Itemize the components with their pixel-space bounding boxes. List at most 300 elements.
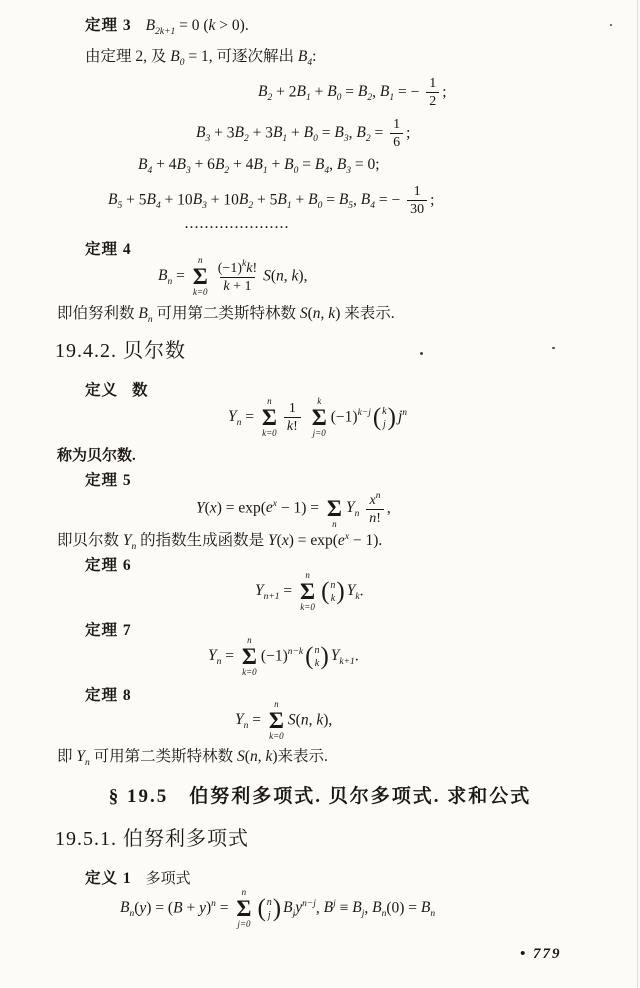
theorem8-note bbox=[57, 747, 328, 770]
math-subscript: 3 bbox=[343, 134, 349, 145]
math-binomial bbox=[373, 405, 396, 431]
math-sub-group bbox=[235, 711, 249, 732]
math-var: B bbox=[192, 191, 203, 209]
fraction-numerator bbox=[411, 184, 424, 200]
math-text: ! bbox=[293, 419, 298, 435]
theorem8-label: 定理 8 bbox=[85, 687, 132, 704]
math-text: ! bbox=[252, 261, 258, 277]
math-text: ) 来表示. bbox=[335, 305, 395, 322]
fraction-denominator bbox=[284, 417, 301, 434]
math-sub-group bbox=[145, 17, 176, 37]
math-subscript: n bbox=[236, 418, 242, 429]
math-var: S bbox=[237, 748, 245, 765]
math-sub-group bbox=[338, 191, 354, 212]
math-text bbox=[304, 408, 308, 425]
math-text: = bbox=[370, 124, 388, 142]
math-sub-group bbox=[76, 748, 90, 768]
binomial-stack bbox=[382, 405, 386, 431]
math-text: = 0 ( bbox=[175, 17, 209, 34]
binomial-bottom: j bbox=[383, 418, 386, 430]
definition1-label-line bbox=[85, 869, 191, 889]
math-text: = 0; bbox=[351, 156, 380, 173]
bernoulli-eq-2 bbox=[196, 117, 410, 151]
theorem8-formula bbox=[235, 700, 332, 742]
math-text: , bbox=[283, 267, 292, 285]
math-sup-group bbox=[288, 647, 303, 664]
math-subscript: 1 bbox=[282, 134, 288, 145]
math-sub-group bbox=[258, 83, 273, 104]
math-subscript: 0 bbox=[317, 201, 323, 212]
sigma-symbol: Σ bbox=[261, 405, 277, 430]
binomial-top: n bbox=[314, 644, 320, 656]
theorem5-note bbox=[57, 531, 382, 554]
math-text: ( bbox=[307, 305, 313, 322]
math-subscript: k bbox=[355, 592, 360, 603]
math-text: , bbox=[315, 899, 324, 917]
fraction-denominator bbox=[366, 509, 384, 526]
math-var: k bbox=[316, 711, 324, 729]
math-text: , bbox=[257, 748, 266, 765]
math-var: B bbox=[303, 124, 314, 142]
math-subscript: n bbox=[129, 909, 135, 920]
binomial-bottom: k bbox=[314, 657, 320, 669]
section-1951-heading: 19.5.1. 伯努利多项式 bbox=[55, 828, 249, 850]
math-text: ), bbox=[298, 267, 308, 285]
math-var: k bbox=[223, 279, 230, 295]
theorem7-label: 定理 7 bbox=[85, 622, 132, 639]
math-subscript: 2 bbox=[365, 134, 371, 145]
math-var: n bbox=[276, 267, 284, 285]
math-var: B bbox=[146, 191, 156, 209]
math-sup-group bbox=[370, 493, 381, 508]
page-number: • 779 bbox=[520, 946, 562, 962]
math-subscript: 2 bbox=[248, 201, 254, 212]
sigma-symbol: Σ bbox=[241, 644, 257, 669]
math-text: , bbox=[329, 156, 337, 173]
math-var: B bbox=[120, 899, 130, 917]
left-paren: ( bbox=[305, 643, 314, 671]
math-subscript: 4 bbox=[324, 166, 330, 176]
math-sub-group bbox=[360, 191, 375, 212]
math-subscript: 1 bbox=[262, 166, 268, 176]
math-var: x bbox=[369, 493, 376, 509]
math-sub-group bbox=[238, 191, 254, 212]
math-sub-group bbox=[138, 305, 153, 325]
math-subscript: 4 bbox=[370, 201, 375, 212]
sum-upper-limit: n bbox=[274, 699, 279, 709]
theorem4-label: 定理 4 bbox=[85, 241, 132, 258]
math-text: . bbox=[359, 582, 364, 600]
math-sub-group bbox=[284, 156, 299, 176]
math-sub-group bbox=[334, 124, 349, 145]
math-subscript: 2k+1 bbox=[155, 27, 176, 37]
math-sub-group bbox=[296, 83, 311, 104]
math-var: n bbox=[249, 748, 258, 765]
bernoulli-eq-3 bbox=[138, 155, 380, 178]
math-var: n bbox=[312, 305, 321, 322]
math-superscript: x bbox=[344, 532, 350, 542]
math-text: 可用第二类斯特林数 bbox=[89, 748, 238, 765]
math-var: B bbox=[272, 124, 283, 142]
fraction-denominator bbox=[390, 133, 403, 150]
math-var: B bbox=[323, 899, 334, 917]
math-text: 1 bbox=[413, 184, 421, 199]
math-text: 2 bbox=[429, 94, 437, 110]
section-195-heading: § 19.5 伯努利多项式. 贝尔多项式. 求和公式 bbox=[108, 786, 532, 807]
right-paren: ) bbox=[272, 895, 282, 923]
math-sum bbox=[300, 571, 315, 613]
math-var: k bbox=[265, 748, 273, 765]
sum-lower-limit: k=0 bbox=[269, 730, 284, 741]
sum-upper-limit: n bbox=[247, 635, 252, 645]
math-text: ( bbox=[295, 711, 301, 729]
math-subscript: n bbox=[147, 315, 153, 325]
math-sub-group bbox=[352, 899, 365, 920]
math-binomial bbox=[305, 644, 329, 670]
math-text: + bbox=[287, 124, 304, 142]
fraction-denominator bbox=[426, 92, 439, 109]
math-text: 可用第二类斯特林数 bbox=[152, 305, 300, 322]
math-text: + 2 bbox=[272, 83, 297, 101]
math-sub-group bbox=[192, 191, 207, 212]
math-var: e bbox=[337, 532, 345, 549]
math-sub-group bbox=[346, 582, 360, 603]
definition-word: 数 bbox=[132, 382, 149, 399]
math-text: ; bbox=[442, 83, 447, 101]
math-var: y bbox=[199, 899, 206, 917]
math-sub-group bbox=[327, 83, 342, 104]
math-sum bbox=[327, 488, 342, 530]
math-var: B bbox=[277, 191, 287, 209]
math-sum bbox=[242, 636, 257, 678]
section-1942-heading: 19.4.2. 贝尔数 bbox=[55, 340, 186, 362]
math-var: B bbox=[173, 899, 183, 917]
math-text: + 4 bbox=[152, 156, 177, 173]
math-sub-group bbox=[158, 267, 173, 288]
math-var: B bbox=[196, 124, 206, 142]
theorem3-formula bbox=[145, 17, 249, 37]
math-text: = bbox=[317, 124, 335, 142]
math-text: , bbox=[372, 83, 380, 101]
math-sup-group bbox=[398, 408, 407, 425]
bell-name-note: 称为贝尔数. bbox=[57, 448, 136, 464]
bernoulli-eq-1 bbox=[258, 76, 447, 110]
math-text: ≡ bbox=[335, 899, 353, 917]
math-text: (−1) bbox=[330, 408, 358, 426]
math-text: , bbox=[364, 899, 373, 917]
math-var: B bbox=[158, 267, 168, 285]
definition1-word: 多项式 bbox=[145, 871, 191, 887]
sigma-symbol: Σ bbox=[326, 496, 342, 521]
math-sub-group bbox=[122, 532, 137, 552]
math-text: = 1, 可逐次解出 bbox=[184, 48, 298, 65]
math-var: k bbox=[291, 267, 299, 285]
math-subscript: 1 bbox=[286, 201, 292, 212]
theorem5-label: 定理 5 bbox=[85, 472, 132, 489]
math-subscript: 3 bbox=[202, 201, 207, 212]
math-text: + 5 bbox=[122, 191, 147, 209]
math-sub-group bbox=[277, 191, 292, 212]
math-var: B bbox=[379, 83, 390, 101]
math-text: (0) = bbox=[386, 899, 421, 917]
math-text: > 0). bbox=[215, 17, 249, 34]
math-text: + 3 bbox=[210, 124, 235, 142]
math-sub-group bbox=[379, 83, 395, 104]
math-text: 1 bbox=[393, 117, 401, 132]
math-var: B bbox=[238, 191, 249, 209]
math-superscript: x bbox=[272, 499, 277, 510]
math-subscript: n bbox=[430, 909, 436, 920]
math-text: = bbox=[341, 83, 358, 101]
math-subscript: 3 bbox=[205, 134, 211, 145]
math-var: B bbox=[284, 156, 294, 173]
math-text: + 6 bbox=[190, 156, 215, 173]
binomial-stack bbox=[314, 644, 319, 670]
math-superscript: n bbox=[402, 408, 408, 419]
math-text: : bbox=[312, 48, 317, 65]
math-superscript: n−j bbox=[302, 899, 316, 910]
math-text: ! bbox=[376, 511, 381, 527]
sigma-symbol: Σ bbox=[268, 708, 284, 733]
math-text: + bbox=[310, 83, 328, 101]
math-text: ( bbox=[270, 267, 277, 285]
math-var: k bbox=[246, 261, 253, 277]
math-superscript: k bbox=[242, 259, 247, 270]
math-var: B bbox=[176, 156, 186, 173]
math-superscript: k−j bbox=[357, 408, 371, 419]
math-text: . bbox=[354, 647, 359, 665]
fraction-denominator bbox=[220, 277, 254, 294]
math-var: B bbox=[327, 83, 337, 101]
sigma-symbol: Σ bbox=[300, 579, 316, 604]
math-var: Y bbox=[268, 532, 277, 549]
bell-definition-label-line bbox=[85, 381, 149, 401]
math-fraction bbox=[366, 491, 384, 527]
math-sub-group bbox=[357, 83, 373, 104]
math-fraction bbox=[407, 184, 427, 218]
math-text: + 5 bbox=[253, 191, 278, 209]
math-text: ) = exp( bbox=[216, 499, 266, 517]
math-sub-group bbox=[303, 124, 318, 145]
math-subscript: 4 bbox=[307, 58, 313, 68]
math-text: 1 bbox=[429, 76, 437, 91]
math-var: B bbox=[138, 305, 148, 322]
sum-upper-limit: n bbox=[305, 570, 310, 580]
math-binomial bbox=[257, 896, 281, 922]
theorem6-formula bbox=[255, 571, 363, 613]
math-subscript: 2 bbox=[224, 166, 230, 176]
math-sup-group bbox=[295, 899, 316, 916]
sum-upper-limit: k bbox=[317, 396, 322, 406]
math-text: = − bbox=[375, 191, 405, 209]
theorem4-formula bbox=[158, 256, 307, 298]
binomial-top: n bbox=[330, 579, 336, 591]
math-subscript: 2 bbox=[367, 93, 373, 104]
math-subscript: 2 bbox=[267, 93, 273, 104]
math-var: B bbox=[283, 899, 293, 917]
math-sup-group bbox=[358, 408, 371, 425]
math-sup-group bbox=[206, 899, 216, 916]
math-var: B bbox=[297, 48, 308, 65]
math-text: , bbox=[320, 305, 329, 322]
math-text: = bbox=[215, 899, 233, 917]
math-sum bbox=[236, 888, 251, 930]
math-var: B bbox=[296, 83, 306, 101]
math-text: = bbox=[298, 156, 315, 173]
math-var: B bbox=[108, 191, 118, 209]
math-text: (−1) bbox=[217, 261, 242, 277]
math-var: x bbox=[281, 532, 289, 549]
math-var: Y bbox=[122, 532, 132, 549]
sum-upper-limit: n bbox=[267, 396, 272, 406]
binomial-bottom: k bbox=[330, 592, 336, 604]
sigma-symbol: Σ bbox=[192, 264, 208, 289]
math-text: = bbox=[172, 267, 189, 285]
math-sup-group bbox=[324, 899, 336, 916]
math-text: = − bbox=[394, 83, 424, 101]
math-var: B bbox=[352, 899, 362, 917]
math-text: ; bbox=[406, 124, 411, 142]
math-text: , bbox=[386, 499, 391, 517]
right-paren: ) bbox=[336, 578, 345, 606]
theorem6-label: 定理 6 bbox=[85, 557, 132, 574]
math-var: B bbox=[372, 899, 382, 917]
math-subscript: 3 bbox=[346, 166, 352, 176]
math-var: B bbox=[420, 899, 431, 917]
math-sub-group bbox=[336, 156, 352, 176]
math-sub-group bbox=[120, 899, 135, 920]
math-sub-group bbox=[108, 191, 123, 212]
math-sum bbox=[312, 397, 327, 439]
sum-upper-limit: n bbox=[197, 255, 203, 265]
scan-speck bbox=[552, 347, 555, 349]
bernoulli-eq-4 bbox=[108, 184, 434, 218]
fraction-numerator bbox=[390, 117, 403, 133]
right-paren: ) bbox=[320, 643, 329, 671]
math-subscript: 0 bbox=[293, 166, 299, 176]
math-text bbox=[359, 499, 363, 516]
math-sub-group bbox=[283, 899, 296, 920]
fraction-numerator bbox=[286, 401, 299, 417]
math-var: B bbox=[356, 124, 366, 142]
math-var: B bbox=[360, 191, 371, 209]
math-var: B bbox=[308, 191, 318, 209]
theorem3-label: 定理 3 bbox=[85, 17, 132, 34]
math-text: 30 bbox=[410, 202, 425, 218]
math-var: Y bbox=[255, 582, 264, 600]
math-sub-group bbox=[308, 191, 323, 212]
binomial-stack bbox=[330, 579, 335, 605]
math-subscript: 0 bbox=[179, 58, 185, 68]
math-fraction bbox=[390, 117, 403, 151]
math-var: B bbox=[138, 156, 148, 173]
fraction-numerator bbox=[215, 259, 260, 277]
math-subscript: 5 bbox=[117, 201, 123, 212]
math-superscript: n bbox=[375, 491, 381, 502]
math-sub-group bbox=[372, 899, 387, 920]
math-sub-group bbox=[272, 124, 288, 145]
math-var: Y bbox=[330, 647, 340, 665]
math-sup-group bbox=[266, 499, 277, 516]
math-subscript: n bbox=[131, 542, 137, 552]
math-var: n bbox=[369, 511, 377, 527]
math-var: ) bbox=[205, 899, 212, 917]
math-text: = bbox=[248, 711, 265, 729]
math-sum bbox=[269, 700, 284, 742]
math-text: + 4 bbox=[229, 156, 254, 173]
math-var: k bbox=[208, 17, 216, 34]
math-text: + 10 bbox=[160, 191, 193, 209]
math-var: S bbox=[299, 305, 308, 322]
math-sum bbox=[262, 397, 277, 439]
math-text: 即 bbox=[57, 748, 77, 765]
math-text: (−1) bbox=[260, 647, 288, 665]
math-sub-group bbox=[330, 647, 355, 668]
math-var: Y bbox=[235, 711, 244, 729]
math-var: B bbox=[334, 124, 344, 142]
math-subscript: n bbox=[167, 277, 173, 288]
math-var: e bbox=[265, 499, 273, 517]
math-var: B bbox=[338, 191, 349, 209]
math-sub-group bbox=[234, 124, 249, 145]
math-var: B bbox=[336, 156, 347, 173]
math-var: B bbox=[145, 17, 156, 34]
math-text: + bbox=[267, 156, 285, 173]
math-var: B bbox=[253, 156, 263, 173]
sum-lower-limit: n bbox=[332, 518, 337, 529]
math-text: ) = ( bbox=[146, 899, 174, 917]
math-var: B bbox=[234, 124, 244, 142]
math-subscript: n bbox=[216, 657, 222, 668]
math-sub-group bbox=[146, 191, 161, 212]
left-paren: ( bbox=[372, 404, 382, 432]
math-superscript: n bbox=[211, 899, 216, 910]
sum-lower-limit: k=0 bbox=[300, 601, 315, 612]
math-subscript: 4 bbox=[155, 201, 161, 212]
binomial-top: k bbox=[382, 405, 387, 417]
math-text: 1 bbox=[288, 401, 296, 417]
math-var: B bbox=[214, 156, 225, 173]
math-text: , bbox=[308, 711, 317, 729]
math-var: k bbox=[328, 305, 336, 322]
math-text: = bbox=[279, 582, 297, 600]
math-subscript: n bbox=[85, 758, 90, 768]
math-text: − 1). bbox=[349, 532, 383, 549]
fraction-numerator bbox=[426, 76, 439, 92]
fraction-denominator bbox=[407, 200, 427, 217]
math-text: ; bbox=[430, 191, 435, 209]
dots-separator: ..................... bbox=[185, 217, 290, 231]
math-text: 6 bbox=[393, 135, 401, 151]
scan-speck bbox=[420, 352, 423, 355]
math-text: ( bbox=[134, 899, 140, 917]
math-text: ) = exp( bbox=[288, 532, 338, 549]
math-var: Y bbox=[208, 647, 217, 665]
math-text: ( bbox=[244, 748, 250, 765]
math-text: + 10 bbox=[206, 191, 239, 209]
math-sub-group bbox=[253, 156, 268, 176]
math-text: 即贝尔数 bbox=[57, 532, 123, 549]
math-var: S bbox=[263, 267, 271, 285]
math-subscript: n bbox=[243, 721, 249, 732]
math-fraction bbox=[284, 401, 301, 435]
math-sub-group bbox=[420, 899, 436, 920]
math-subscript: j bbox=[292, 909, 296, 920]
math-var: B bbox=[357, 83, 368, 101]
sum-lower-limit: j=0 bbox=[237, 918, 251, 929]
math-text: = bbox=[221, 647, 238, 665]
math-text: = bbox=[241, 408, 258, 426]
